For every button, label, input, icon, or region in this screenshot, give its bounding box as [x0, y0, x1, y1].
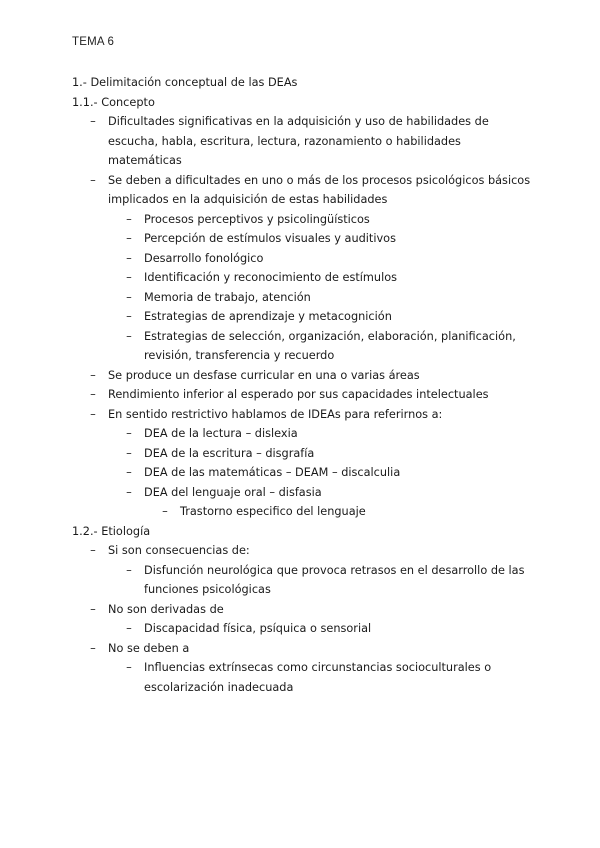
list-item-text: Rendimiento inferior al esperado por sus capacidades intelectuales [108, 388, 489, 401]
list-item [108, 444, 532, 464]
bullet-dash: – [90, 115, 96, 128]
etiologia-sub-list-3 [108, 658, 532, 697]
list-item [108, 229, 532, 249]
bullet-dash: – [126, 212, 132, 226]
list-item [108, 561, 532, 600]
etiologia-sub-list-2 [108, 619, 532, 639]
list-item-text: DEA del lenguaje oral – disfasia [144, 485, 322, 499]
list-item-text: Trastorno especifico del lenguaje [180, 505, 366, 518]
list-item [72, 541, 532, 600]
bullet-dash: – [126, 427, 132, 440]
list-item [144, 502, 532, 522]
list-item-text: DEA de las matemáticas – DEAM – discalculia [144, 466, 401, 479]
list-item [108, 210, 532, 230]
list-item [108, 619, 532, 639]
bullet-dash: – [126, 329, 132, 343]
list-item-text: Si son consecuencias de: [108, 544, 250, 557]
ideas-list [108, 424, 532, 522]
etiologia-sub-list-1 [108, 561, 532, 600]
list-item [108, 288, 532, 308]
list-item [108, 249, 532, 269]
list-item [108, 327, 532, 366]
list-item [108, 268, 532, 288]
bullet-dash: – [126, 232, 132, 245]
document-body [72, 73, 532, 697]
list-item-text: Influencias extrínsecas como circunstancias socioculturales o escolarización inadecuada [144, 661, 492, 694]
list-item-text: No son derivadas de [108, 602, 224, 616]
concepto-list [72, 112, 532, 522]
bullet-dash: – [126, 563, 132, 577]
list-item [72, 112, 532, 171]
section-heading-1-1: 1.1.- Concepto [72, 95, 155, 109]
list-item-text: DEA de la lectura – dislexia [144, 427, 298, 440]
list-item-text: En sentido restrictivo hablamos de IDEAs para referirnos a: [108, 407, 443, 421]
bullet-dash: – [162, 505, 168, 518]
bullet-dash: – [90, 407, 96, 421]
list-item [108, 307, 532, 327]
bullet-dash: – [126, 661, 132, 674]
bullet-dash: – [126, 622, 132, 635]
list-item [108, 424, 532, 444]
list-item [108, 483, 532, 522]
list-item [72, 366, 532, 386]
list-item-text: Disfunción neurológica que provoca retrasos en el desarrollo de las funciones psicológicas [144, 563, 525, 596]
bullet-dash: – [90, 173, 96, 187]
list-item-text: Memoria de trabajo, atención [144, 290, 311, 304]
list-item-text: Se deben a dificultades en uno o más de los procesos psicológicos básicos implicados en la adquisición de estas habilidades [108, 173, 531, 206]
list-item [72, 600, 532, 639]
bullet-dash: – [126, 466, 132, 479]
list-item [108, 463, 532, 483]
list-item-text: Estrategias de aprendizaje y metacognición [144, 310, 392, 323]
document-title: TEMA 6 [72, 36, 115, 48]
bullet-dash: – [90, 544, 96, 557]
list-item-text: Dificultades significativas en la adquisición y uso de habilidades de escucha, habla, escritura, lectura, razonamiento o habilidades matemáticas [108, 115, 489, 167]
list-item-text: Identificación y reconocimiento de estímulos [144, 271, 398, 284]
bullet-dash: – [90, 602, 96, 616]
procesos-list [108, 210, 532, 366]
list-item-text: Percepción de estímulos visuales y auditivos [144, 232, 396, 245]
list-item-text: Procesos perceptivos y psicolingüísticos [144, 212, 370, 226]
bullet-dash: – [90, 388, 96, 401]
ideas-sub-list [144, 502, 532, 522]
section-heading-1: 1.- Delimitación conceptual de las DEAs [72, 76, 298, 89]
list-item [108, 658, 532, 697]
section-heading-1-2: 1.2.- Etiología [72, 524, 151, 538]
list-item [72, 171, 532, 366]
list-item-text: Se produce un desfase curricular en una o varias áreas [108, 368, 420, 382]
bullet-dash: – [126, 251, 132, 265]
etiologia-list [72, 541, 532, 697]
bullet-dash: – [126, 485, 132, 499]
bullet-dash: – [90, 368, 96, 382]
bullet-dash: – [126, 446, 132, 460]
list-item-text: Estrategias de selección, organización, elaboración, planificación, revisión, transferencia y recuerdo [144, 329, 516, 362]
list-item [72, 639, 532, 698]
bullet-dash: – [126, 271, 132, 284]
list-item [72, 385, 532, 405]
bullet-dash: – [126, 310, 132, 323]
list-item-text: Discapacidad física, psíquica o sensorial [144, 622, 372, 635]
list-item-text: No se deben a [108, 641, 190, 655]
list-item-text: DEA de la escritura – disgrafía [144, 446, 315, 460]
bullet-dash: – [126, 290, 132, 304]
list-item-text: Desarrollo fonológico [144, 251, 264, 265]
bullet-dash: – [90, 641, 96, 655]
list-item [72, 405, 532, 522]
